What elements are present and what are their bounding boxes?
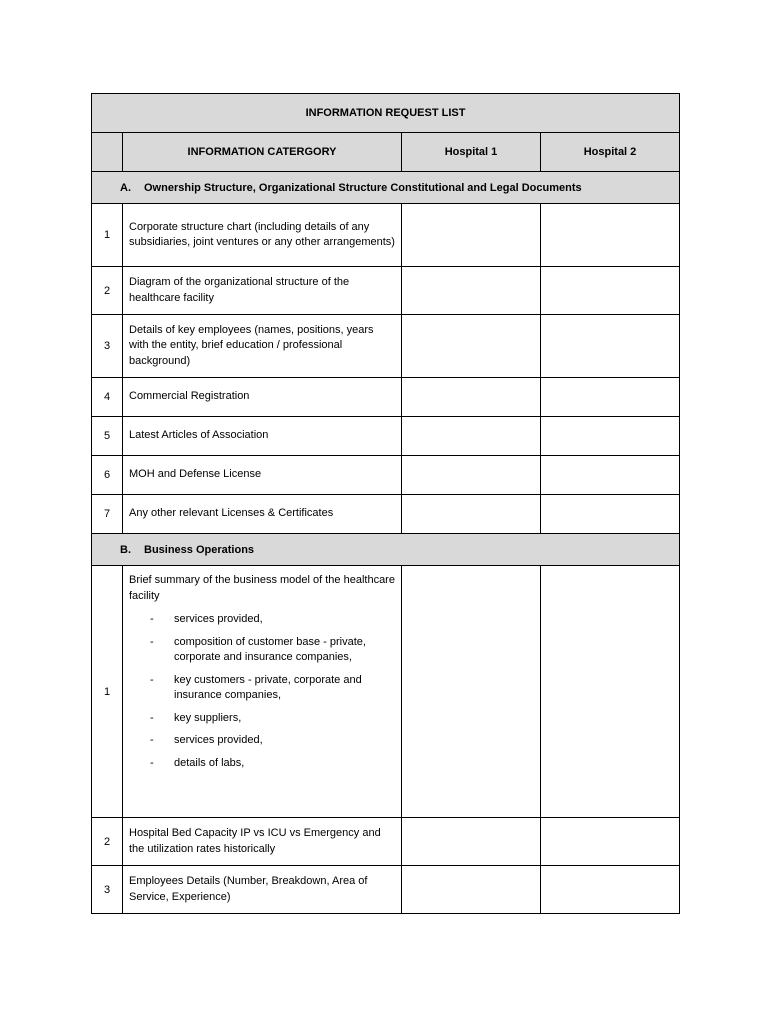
row-description	[123, 566, 402, 818]
list-item	[129, 673, 395, 704]
section-a-heading	[92, 172, 680, 204]
bullet-dash: -	[150, 673, 154, 686]
business-model-bullets	[129, 612, 395, 771]
bullet-text: key suppliers,	[174, 711, 242, 724]
row-description: Employees Details (Number, Breakdown, Area of Service, Experience)	[123, 866, 402, 914]
list-item	[129, 756, 395, 772]
list-item	[129, 612, 395, 628]
row-number: 5	[92, 417, 123, 456]
bullet-dash: -	[150, 711, 154, 724]
row-number: 3	[92, 315, 123, 378]
table-row	[92, 267, 680, 315]
hospital-1-cell	[402, 417, 541, 456]
table-row	[92, 818, 680, 866]
table-row	[92, 378, 680, 417]
hospital-1-cell	[402, 378, 541, 417]
hospital-2-cell	[541, 204, 680, 267]
header-num-cell	[92, 133, 123, 172]
hospital-1-cell	[402, 566, 541, 818]
bullet-text: services provided,	[174, 734, 263, 746]
hospital-2-cell	[541, 566, 680, 818]
section-b-title: Business Operations	[144, 543, 255, 556]
information-request-table	[91, 93, 680, 914]
table-row	[92, 495, 680, 534]
section-a-title: Ownership Structure, Organizational Structure Constitutional and Legal Documents	[144, 181, 582, 194]
hospital-1-cell	[402, 267, 541, 315]
hospital-2-cell	[541, 818, 680, 866]
bullet-text: services provided,	[174, 613, 263, 625]
bullet-text: key customers - private, corporate and insurance companies,	[174, 673, 362, 701]
hospital-1-cell	[402, 818, 541, 866]
section-b-letter: B.	[120, 543, 131, 556]
row-description: Hospital Bed Capacity IP vs ICU vs Emergency and the utilization rates historically	[123, 818, 402, 866]
row-description: Commercial Registration	[123, 378, 402, 417]
row-description: Any other relevant Licenses & Certificates	[123, 495, 402, 534]
hospital-2-cell	[541, 378, 680, 417]
hospital-2-cell	[541, 456, 680, 495]
row-number: 1	[92, 204, 123, 267]
hospital-1-cell	[402, 866, 541, 914]
row-number: 1	[92, 566, 123, 818]
list-item	[129, 635, 395, 666]
hospital-2-cell	[541, 315, 680, 378]
hospital-1-cell	[402, 315, 541, 378]
table-row	[92, 566, 680, 818]
list-item	[129, 733, 395, 749]
hospital-2-cell	[541, 417, 680, 456]
row-description: Corporate structure chart (including details of any subsidiaries, joint ventures or any other arrangements)	[123, 204, 402, 267]
section-b-heading	[92, 534, 680, 566]
table-row	[92, 866, 680, 914]
bullet-dash: -	[150, 613, 154, 625]
row-number: 2	[92, 267, 123, 315]
row-number: 6	[92, 456, 123, 495]
section-a-letter: A.	[120, 181, 131, 194]
hospital-2-cell	[541, 267, 680, 315]
row-number: 2	[92, 818, 123, 866]
business-model-intro: Brief summary of the business model of the healthcare facility	[129, 574, 395, 602]
header-hospital-1: Hospital 1	[402, 133, 541, 172]
row-number: 4	[92, 378, 123, 417]
table-row	[92, 204, 680, 267]
bullet-dash: -	[150, 756, 154, 769]
row-number: 3	[92, 866, 123, 914]
hospital-1-cell	[402, 495, 541, 534]
row-description: Details of key employees (names, positions, years with the entity, brief education / professional background)	[123, 315, 402, 378]
table-title: INFORMATION REQUEST LIST	[92, 94, 680, 133]
bullet-text: composition of customer base - private, corporate and insurance companies,	[174, 635, 366, 663]
bullet-text: details of labs,	[174, 756, 245, 769]
hospital-2-cell	[541, 866, 680, 914]
table-row	[92, 456, 680, 495]
bullet-dash: -	[150, 734, 154, 746]
row-description: Latest Articles of Association	[123, 417, 402, 456]
row-number: 7	[92, 495, 123, 534]
table-row	[92, 315, 680, 378]
hospital-1-cell	[402, 204, 541, 267]
row-description: MOH and Defense License	[123, 456, 402, 495]
hospital-1-cell	[402, 456, 541, 495]
table-row	[92, 417, 680, 456]
row-description: Diagram of the organizational structure of the healthcare facility	[123, 267, 402, 315]
bullet-dash: -	[150, 635, 154, 648]
header-hospital-2: Hospital 2	[541, 133, 680, 172]
list-item	[129, 711, 395, 727]
header-category: INFORMATION CATERGORY	[123, 133, 402, 172]
hospital-2-cell	[541, 495, 680, 534]
